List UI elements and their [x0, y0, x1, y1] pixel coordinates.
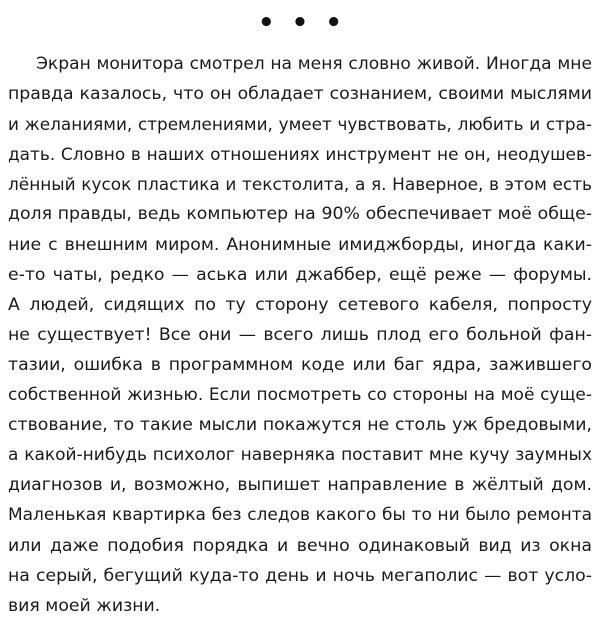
section-separator: • • •: [258, 8, 346, 38]
paragraph-line: дать. Словно в наших отношениях инструмент не он, неодушев-: [8, 144, 592, 165]
paragraph-line: ние с внешним миром. Анонимные имиджборды, иногда каки-: [8, 234, 592, 255]
paragraph-line: не существует! Все они — всего лишь плод его больной фан-: [8, 324, 592, 345]
paragraph-line: А людей, сидящих по ту сторону сетевого кабеля, попросту: [8, 294, 592, 315]
paragraph-line: на серый, бегущий куда-то день и ночь мегаполис — вот усло-: [8, 565, 592, 586]
paragraph-line: ствование, то такие мысли покажутся не столь уж бредовыми,: [8, 415, 592, 436]
paragraph-line: диагнозов и, возможно, выпишет направление в жёлтый дом.: [8, 475, 592, 496]
paragraph-line: собственной жизнью. Если посмотреть со стороны на моё суще-: [8, 385, 592, 406]
paragraph-line: е-то чаты, редко — аська или джаббер, ещё реже — форумы.: [8, 264, 592, 285]
paragraph-line: лённый кусок пластика и текстолита, а я. Наверное, в этом есть: [8, 174, 592, 195]
paragraph-line: и желаниями, стремлениями, умеет чувствовать, любить и стра-: [8, 114, 592, 135]
paragraph-line: тазии, ошибка в программном коде или баг ядра, зажившего: [8, 354, 592, 375]
paragraph-line: правда казалось, что он обладает сознанием, своими мыслями: [8, 84, 592, 105]
paragraph-line: доля правды, ведь компьютер на 90% обеспечивает моё обще-: [8, 204, 592, 225]
body-paragraph: [8, 49, 592, 621]
paragraph-line: вия моей жизни.: [8, 595, 161, 616]
paragraph-line: а какой-нибудь психолог наверняка поставит мне кучу заумных: [8, 445, 592, 466]
paragraph-line: Маленькая квартирка без следов какого бы то ни было ремонта: [8, 505, 592, 526]
paragraph-line: Экран монитора смотрел на меня словно живой. Иногда мне: [36, 54, 592, 74]
paragraph-line: или даже подобия порядка и вечно одинаковый вид из окна: [8, 535, 592, 556]
